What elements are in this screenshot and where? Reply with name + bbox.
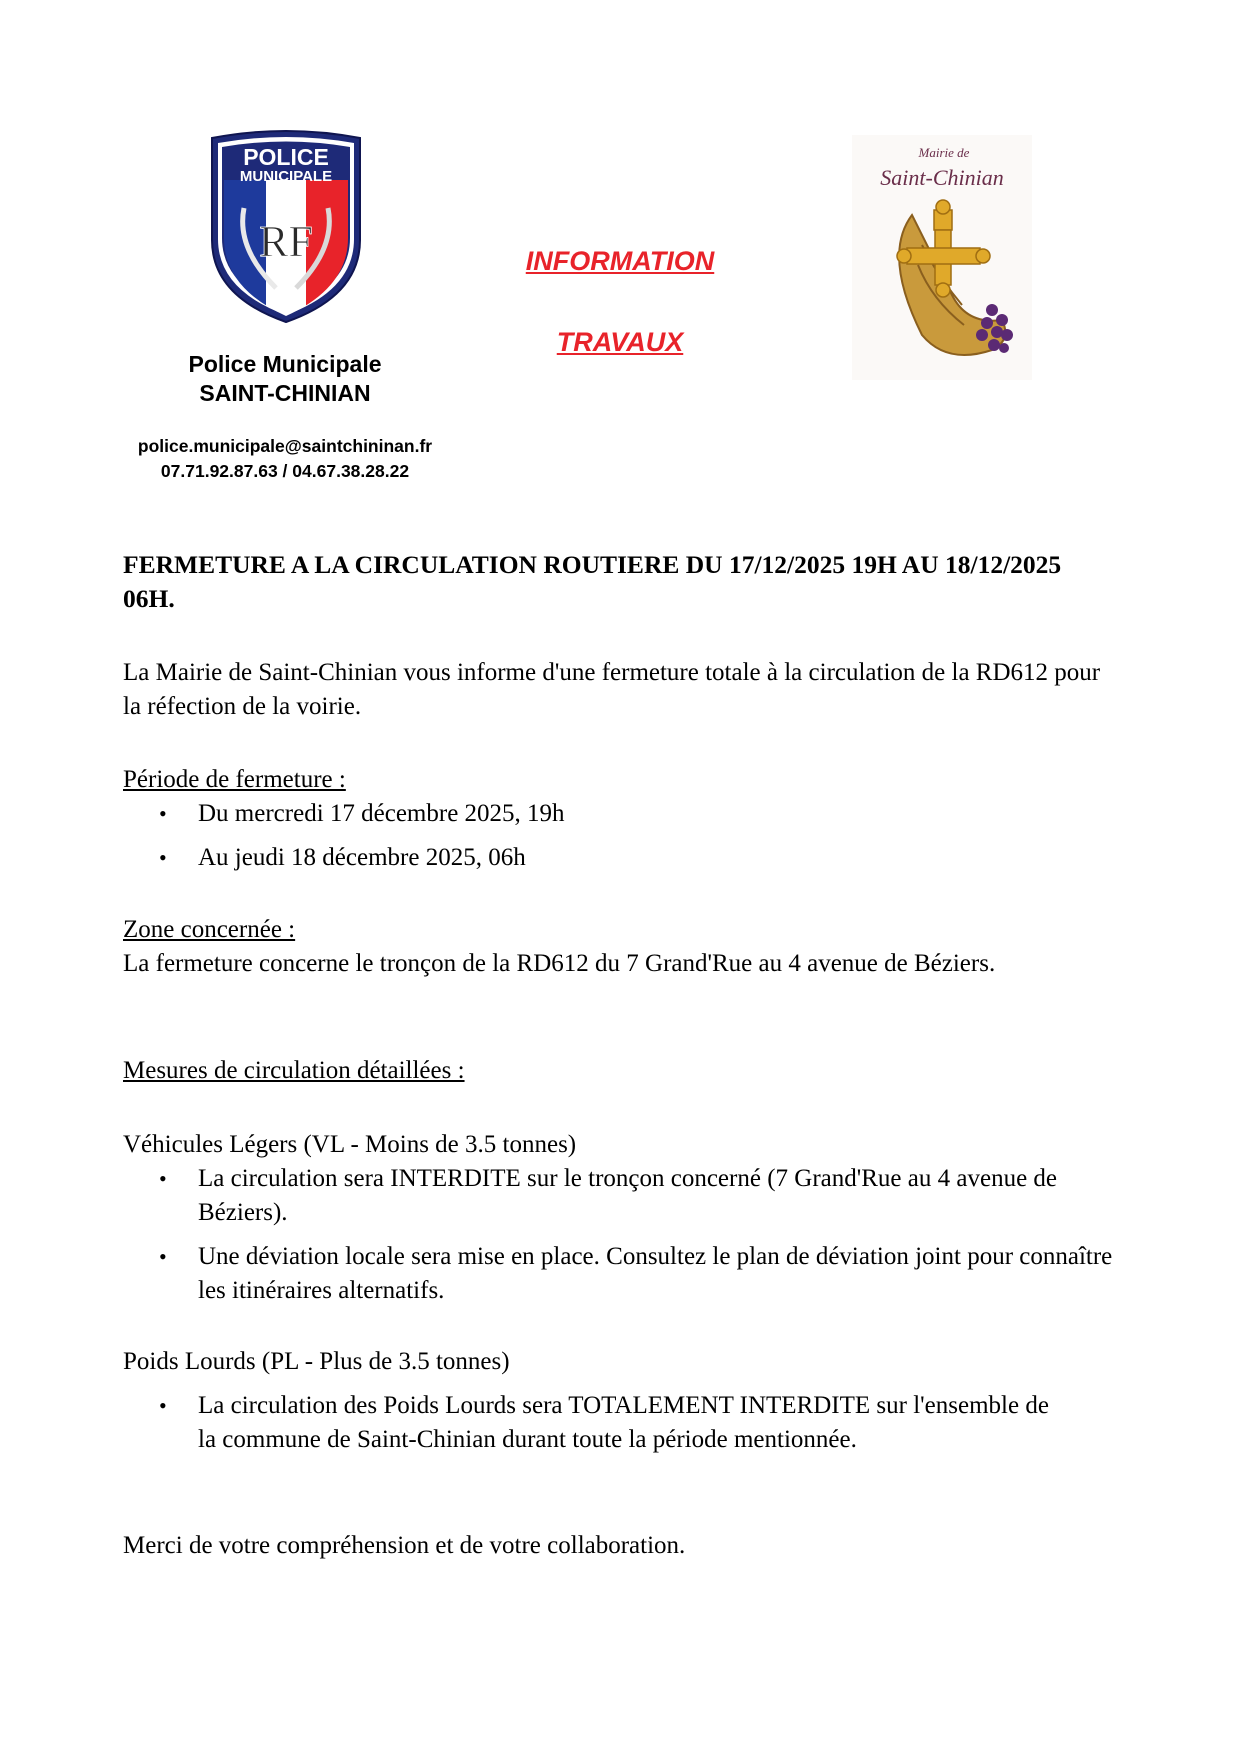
mairie-logo-line1: Mairie de — [918, 145, 970, 160]
periode-list — [123, 797, 1113, 875]
vl-label: Véhicules Légers (VL - Moins de 3.5 tonnes) — [123, 1131, 577, 1158]
badge-monogram: RF — [259, 217, 313, 266]
police-name-line2: SAINT-CHINIAN — [199, 380, 371, 406]
bullet-icon: • — [159, 801, 167, 826]
closing-paragraph: Merci de votre compréhension et de votre collaboration. — [123, 1532, 686, 1559]
travaux-title: TRAVAUX — [556, 327, 684, 357]
bullet-icon: • — [159, 1244, 167, 1269]
bullet-icon: • — [159, 845, 167, 870]
periode-label: Période de fermeture : — [123, 766, 346, 793]
zone-section — [123, 913, 1113, 981]
contact-phones: 07.71.92.87.63 / 04.67.38.28.22 — [160, 461, 410, 481]
badge-municipale-text: MUNICIPALE — [239, 168, 333, 185]
list-item: • Au jeudi 18 décembre 2025, 06h — [123, 841, 1113, 875]
police-name-line1: Police Municipale — [188, 351, 382, 377]
mairie-logo-line2: Saint-Chinian — [880, 165, 1004, 190]
vl-list — [123, 1162, 1113, 1308]
zone-text: La fermeture concerne le tronçon de la RD612 du 7 Grand'Rue au 4 avenue de Béziers. — [123, 950, 996, 977]
list-item: • Du mercredi 17 décembre 2025, 19h — [123, 797, 1113, 831]
list-item: • Une déviation locale sera mise en place. Consultez le plan de déviation joint pour connaître les itinéraires alternatifs. — [123, 1240, 1113, 1308]
police-name-block — [130, 350, 440, 408]
badge-police-text: POLICE — [243, 144, 329, 170]
contact-email: police.municipale@saintchininan.fr — [137, 436, 433, 456]
contact-block — [110, 434, 460, 484]
bullet-icon: • — [159, 1393, 167, 1418]
list-item: • La circulation sera INTERDITE sur le tronçon concerné (7 Grand'Rue au 4 avenue de Béziers). — [123, 1162, 1113, 1230]
mairie-saint-chinian-logo — [852, 135, 1032, 380]
vl-section — [123, 1128, 1113, 1308]
list-item: • La circulation des Poids Lourds sera TOTALEMENT INTERDITE sur l'ensemble de la commune de Saint-Chinian durant toute la période mentionnée. — [123, 1389, 1073, 1457]
mesures-label: Mesures de circulation détaillées : — [123, 1057, 465, 1084]
zone-label: Zone concernée : — [123, 916, 296, 943]
pl-section — [123, 1345, 1113, 1457]
pl-list — [123, 1389, 1073, 1457]
information-title: INFORMATION — [525, 246, 715, 276]
closure-heading: FERMETURE A LA CIRCULATION ROUTIERE DU 17/12/2025 19H AU 18/12/2025 06H. — [123, 550, 1062, 613]
bullet-icon: • — [159, 1166, 167, 1191]
pl-label: Poids Lourds (PL - Plus de 3.5 tonnes) — [123, 1348, 510, 1375]
intro-paragraph: La Mairie de Saint-Chinian vous informe d'une fermeture totale à la circulation de la RD612 pour la réfection de la voirie. — [123, 659, 1101, 720]
police-municipale-badge-logo — [206, 128, 366, 323]
periode-section — [123, 763, 1113, 875]
